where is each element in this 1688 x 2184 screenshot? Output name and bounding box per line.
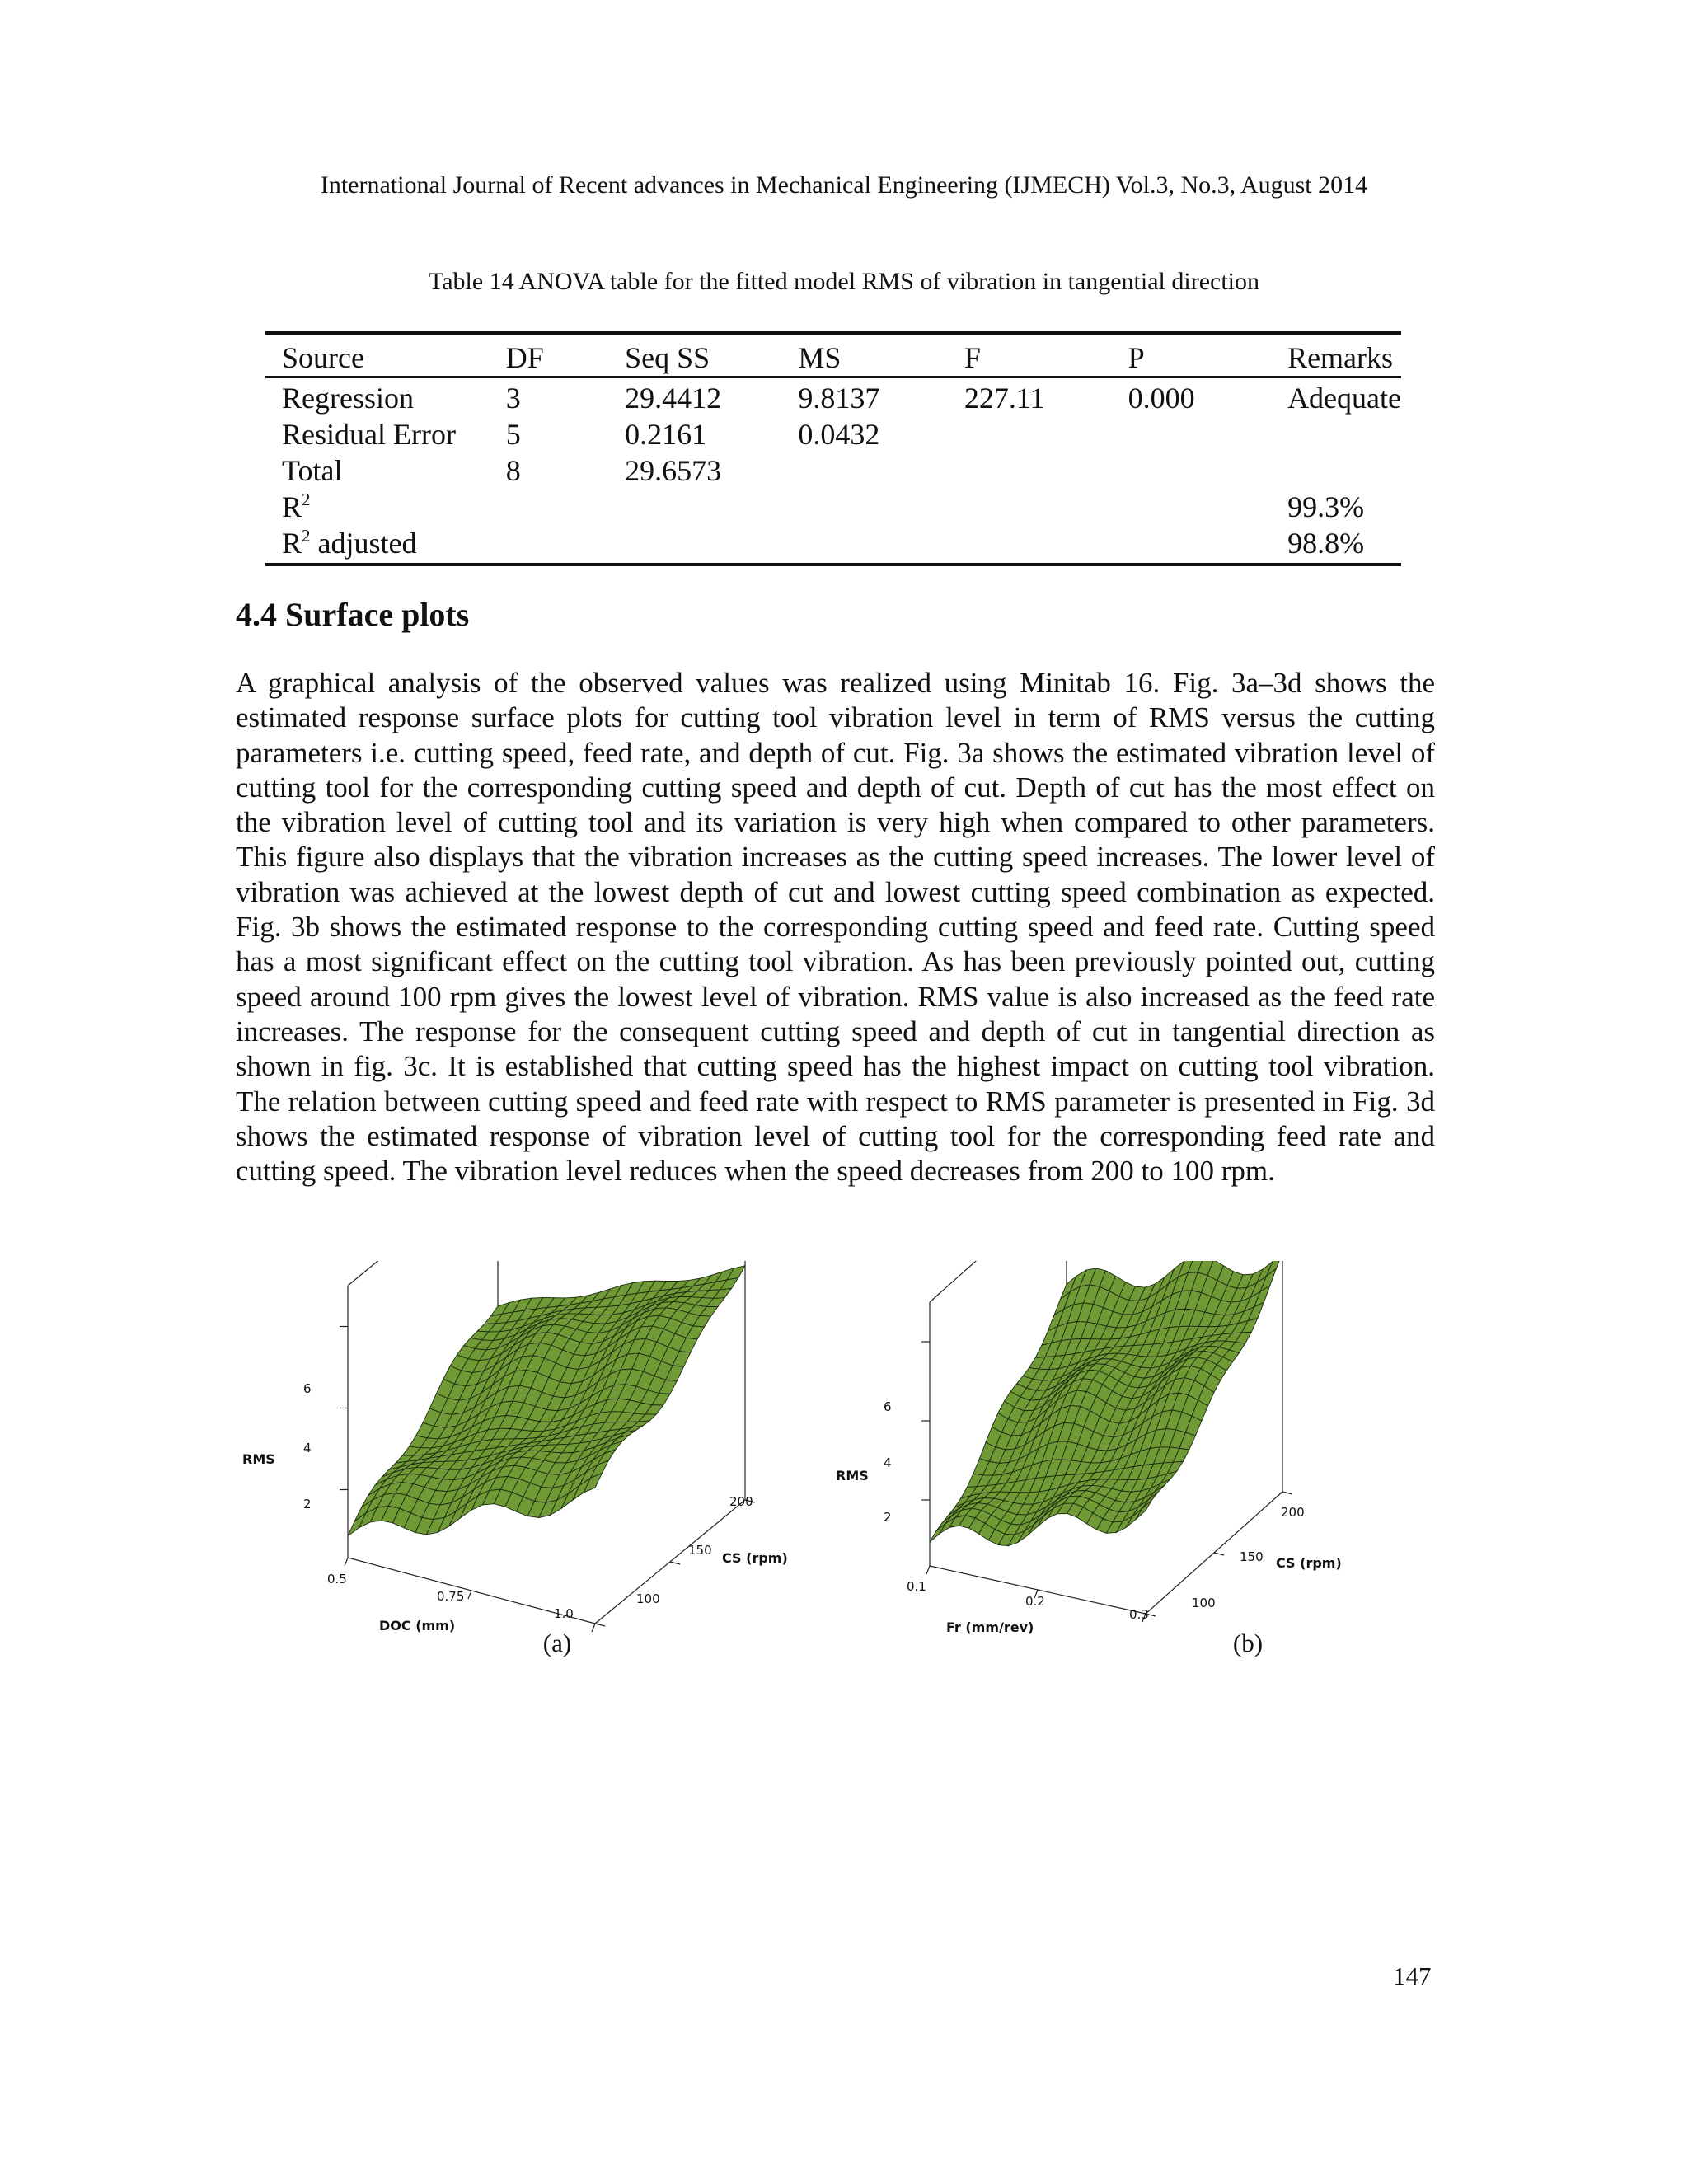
plot-a-ytick-0: 100 (636, 1591, 660, 1606)
table-row-r2 (265, 489, 1401, 525)
table-cell (1112, 452, 1271, 489)
plot-b-ztick-6: 6 (884, 1399, 892, 1414)
x-tick (592, 1624, 595, 1632)
plot-a-xlabel: DOC (mm) (379, 1618, 456, 1633)
plot-a-surface (348, 1266, 745, 1536)
page-number: 147 (1393, 1961, 1432, 1990)
y-tick (595, 1624, 605, 1626)
table-row-r2-adjusted (265, 525, 1401, 565)
table-cell-r2-label: $R^2$ (282, 490, 311, 523)
axis-line (348, 1261, 498, 1286)
table-cell: 29.6573 (625, 454, 722, 487)
table-cell: 0.0432 (798, 418, 880, 451)
col-header-source: Source (265, 333, 490, 377)
plot-a-zlabel: RMS (242, 1451, 275, 1467)
plot-b-xtick-1: 0.2 (1025, 1594, 1045, 1609)
plot-b-xtick-0: 0.1 (907, 1579, 926, 1594)
surface-plot-b-svg (824, 1261, 1533, 1648)
plot-b-ytick-1: 150 (1240, 1549, 1264, 1564)
axis-line (930, 1261, 1067, 1302)
table-cell (1112, 416, 1271, 452)
figure-caption-b: (b) (1232, 1629, 1264, 1657)
anova-table (265, 331, 1401, 566)
col-header-seq-ss: Seq SS (608, 333, 781, 377)
col-header-remarks: Remarks (1271, 333, 1401, 377)
table-cell-r2adj-value: 98.8% (1271, 525, 1401, 565)
table-cell: Regression (282, 382, 414, 415)
table-cell: Adequate (1287, 382, 1401, 415)
plot-b-ytick-2: 200 (1281, 1505, 1305, 1520)
plot-a-ytick-1: 150 (688, 1543, 712, 1558)
table-cell (1271, 452, 1401, 489)
table-cell: Residual Error (282, 418, 456, 451)
plot-b-ylabel: CS (rpm) (1276, 1555, 1342, 1571)
x-tick (926, 1566, 930, 1574)
table-cell: 8 (505, 454, 521, 487)
plot-a-ylabel: CS (rpm) (722, 1550, 788, 1566)
plot-b-surface (930, 1261, 1282, 1546)
table-row (265, 452, 1401, 489)
table-caption: Table 14 ANOVA table for the fitted model RMS of vibration in tangential direction (429, 268, 1259, 295)
table-cell: 29.4412 (625, 382, 722, 415)
col-header-df: DF (490, 333, 608, 377)
surface-plot-b (824, 1261, 1533, 1648)
col-header-f: F (948, 333, 1112, 377)
table-header-row (265, 333, 1401, 377)
running-header: International Journal of Recent advances in Mechanical Engineering (IJMECH) Vol.3, No.3, August 2014 (320, 171, 1368, 199)
table-cell (781, 452, 947, 489)
x-tick (345, 1558, 348, 1566)
table-cell: 5 (505, 418, 521, 451)
plot-b-xtick-2: 0.3 (1129, 1607, 1149, 1622)
y-tick (1214, 1553, 1224, 1555)
plot-b-ytick-0: 100 (1192, 1596, 1216, 1610)
plot-b-zlabel: RMS (836, 1468, 869, 1483)
table-cell: Total (282, 454, 343, 487)
plot-a-xtick-0: 0.5 (327, 1572, 347, 1586)
surface-cell (930, 1523, 946, 1542)
y-tick (670, 1562, 680, 1564)
plot-b-xlabel: Fr (mm/rev) (946, 1619, 1034, 1635)
plot-a-xtick-2: 1.0 (554, 1606, 574, 1621)
table-row (265, 416, 1401, 452)
plot-a-ztick-2: 2 (303, 1497, 312, 1511)
table-cell (1271, 416, 1401, 452)
figure-caption-a: (a) (542, 1629, 572, 1657)
y-tick (1282, 1492, 1292, 1494)
table-cell (948, 416, 1112, 452)
plot-b-ztick-2: 2 (884, 1510, 892, 1525)
table-cell: 0.000 (1128, 382, 1195, 415)
x-tick (468, 1591, 471, 1599)
table-cell: 0.2161 (625, 418, 707, 451)
table-cell (948, 452, 1112, 489)
plot-a-xtick-1: 0.75 (437, 1589, 465, 1604)
col-header-p: P (1112, 333, 1271, 377)
table-cell: 9.8137 (798, 382, 880, 415)
col-header-ms: MS (781, 333, 947, 377)
table-cell-r2-value: 99.3% (1287, 490, 1365, 523)
plot-a-ytick-2: 200 (729, 1494, 753, 1509)
plot-a-ztick-6: 6 (303, 1381, 312, 1396)
table-cell: 227.11 (964, 382, 1045, 415)
section-title: 4.4 Surface plots (236, 596, 470, 633)
table-cell-r2adj-label: $R^2$ adjusted (265, 525, 490, 565)
table-row (265, 377, 1401, 417)
body-paragraph: A graphical analysis of the observed values was realized using Minitab 16. Fig. 3a–3d shows the estimated response surface plots for cutting tool vibration level in term of RMS versus the cutting parameters i.e. cutting speed, feed rate, and depth of cut. Fig. 3a shows the estimated vibration level of cutting tool for the corresponding cutting speed and depth of cut. Depth of cut has the most effect on the vibration level of cutting tool and its variation is very high when compared to other parameters. This figure also displays that the vibration increases as the cutting speed increases. The lower level of vibration was achieved at the lowest depth of cut and lowest cutting speed combination as expected. Fig. 3b shows the estimated response to the corresponding cutting speed and feed rate. Cutting speed has a most significant effect on the cutting tool vibration. As has been previously pointed out, cutting speed around 100 rpm gives the lowest level of vibration. RMS value is also increased as the feed rate increases. The response for the consequent cutting speed and depth of cut in tangential direction as shown in fig. 3c. It is established that cutting speed has the highest impact on cutting tool vibration. The relation between cutting speed and feed rate with respect to RMS parameter is presented in Fig. 3d shows the estimated response of vibration level of cutting tool for the corresponding feed rate and cutting speed. The vibration level reduces when the speed decreases from 200 to 100 rpm. (236, 667, 1435, 1188)
plot-b-ztick-4: 4 (884, 1455, 892, 1470)
table-cell: 3 (505, 382, 521, 415)
plot-a-ztick-4: 4 (303, 1441, 312, 1455)
